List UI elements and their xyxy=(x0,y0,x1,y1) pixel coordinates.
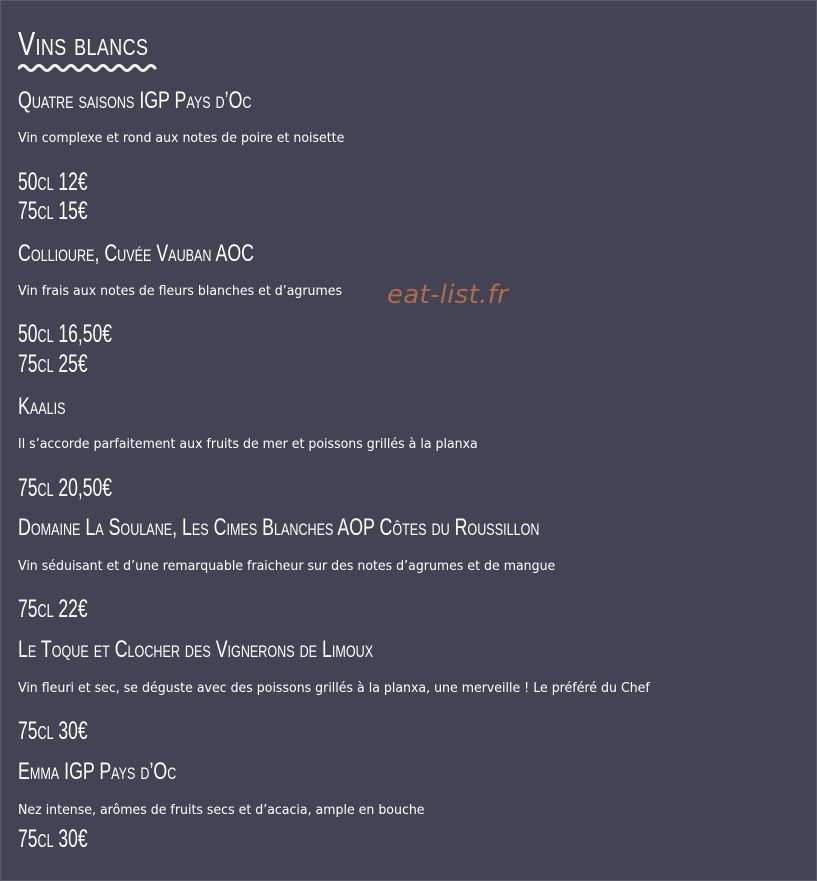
section-title: Vins blancs xyxy=(18,25,149,62)
wine-name: Kaalis xyxy=(18,393,66,420)
wine-price: 75cl 20,50€ xyxy=(18,474,112,502)
watermark-text: eat-list.fr xyxy=(387,280,509,310)
wine-description: Vin complexe et rond aux notes de poire et noisette xyxy=(18,130,345,146)
wine-name: Le Toque et Clocher des Vignerons de Limoux xyxy=(18,636,374,663)
wine-name: Domaine La Soulane, Les Cimes Blanches AOP Côtes du Roussillon xyxy=(18,514,540,541)
wine-price: 75cl 22€ xyxy=(18,595,88,623)
wine-price: 75cl 25€ xyxy=(18,350,88,378)
wine-description: Nez intense, arômes de fruits secs et d’acacia, ample en bouche xyxy=(18,802,425,818)
wine-name: Collioure, Cuvée Vauban AOC xyxy=(18,240,254,267)
wine-price: 50cl 16,50€ xyxy=(18,320,112,348)
wine-price: 50cl 12€ xyxy=(18,168,88,196)
wine-description: Il s’accorde parfaitement aux fruits de mer et poissons grillés à la planxa xyxy=(18,436,478,452)
wine-price: 75cl 30€ xyxy=(18,717,88,745)
section-header xyxy=(18,24,185,64)
wine-description: Vin fleuri et sec, se déguste avec des poissons grillés à la planxa, une merveille ! Le préféré du Chef xyxy=(18,680,650,696)
wine-name: Emma IGP Pays d’Oc xyxy=(18,758,177,785)
wavy-underline xyxy=(18,62,160,74)
wine-description: Vin frais aux notes de fleurs blanches et d’agrumes xyxy=(18,283,343,299)
wine-price: 75cl 30€ xyxy=(18,825,88,853)
wine-price: 75cl 15€ xyxy=(18,197,88,225)
wine-name: Quatre saisons IGP Pays d’Oc xyxy=(18,87,252,114)
wine-description: Vin séduisant et d’une remarquable fraicheur sur des notes d’agrumes et de mangue xyxy=(18,558,556,574)
